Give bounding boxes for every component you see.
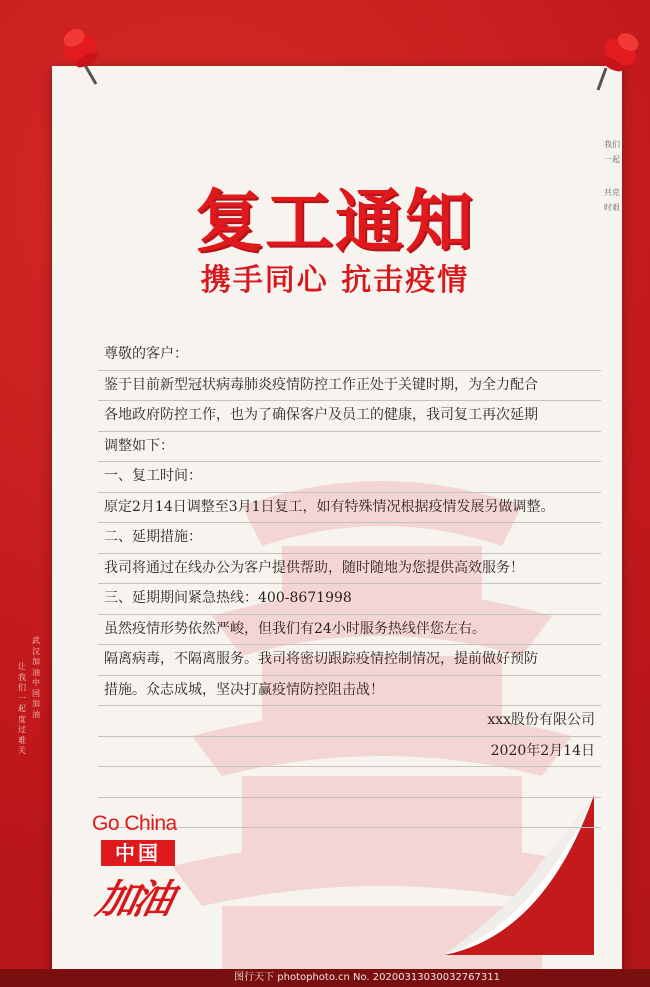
- notice-subtitle: 携手同心 抗击疫情: [200, 263, 470, 298]
- letter-line: 虽然疫情形势依然严峻，但我们有24小时服务热线伴您左右。: [98, 615, 601, 646]
- letter-line: 调整如下：: [98, 432, 601, 463]
- letter-line: 原定2月14日调整至3月1日复工，如有特殊情况根据疫情发展另做调整。: [98, 493, 601, 524]
- side-note-text: 我们: [604, 140, 620, 149]
- side-note-text: 一起: [604, 155, 620, 164]
- letter-line: 三、延期期间紧急热线：400-8671998: [98, 584, 601, 615]
- letter-line: 一、复工时间：: [98, 462, 601, 493]
- notice-title: 复工通知: [194, 183, 475, 262]
- go-china-logo: Go China: [92, 812, 177, 835]
- letter-line: 二、延期措施：: [98, 523, 601, 554]
- push-pin-icon: [588, 26, 650, 96]
- letter-line: 尊敬的客户：: [98, 340, 601, 371]
- jiayou-slogan: 加油: [92, 877, 175, 923]
- left-note-wuhan: 武 汉 加 油 中 国 加 油: [32, 636, 40, 719]
- letter-line: 措施。众志成城，坚决打赢疫情防控阻击战！: [98, 676, 601, 707]
- footer-watermark: 图行天下 photophoto.cn No. 20200313030032767311: [0, 969, 650, 987]
- company-signature: xxx股份有限公司: [98, 706, 601, 737]
- side-note-text: 时艰: [604, 203, 620, 212]
- letter-date: 2020年2月14日: [98, 737, 601, 768]
- letter-line: 各地政府防控工作，也为了确保客户及员工的健康，我司复工再次延期: [98, 401, 601, 432]
- letter-line: 隔离病毒，不隔离服务。我司将密切跟踪疫情控制情况，提前做好预防: [98, 645, 601, 676]
- side-note-text: 共克: [604, 188, 620, 197]
- letter-line-empty: [98, 767, 601, 798]
- letter-line: 鉴于目前新型冠状病毒肺炎疫情防控工作正处于关键时期，为全力配合: [98, 371, 601, 402]
- china-badge: 中国: [101, 840, 175, 866]
- letter-line: 我司将通过在线办公为客户提供帮助，随时随地为您提供高效服务！: [98, 554, 601, 585]
- push-pin-icon: [52, 22, 122, 92]
- letter-body: [98, 340, 601, 828]
- left-note-together: 让 我 们 一 起 度 过 难 关: [18, 662, 26, 755]
